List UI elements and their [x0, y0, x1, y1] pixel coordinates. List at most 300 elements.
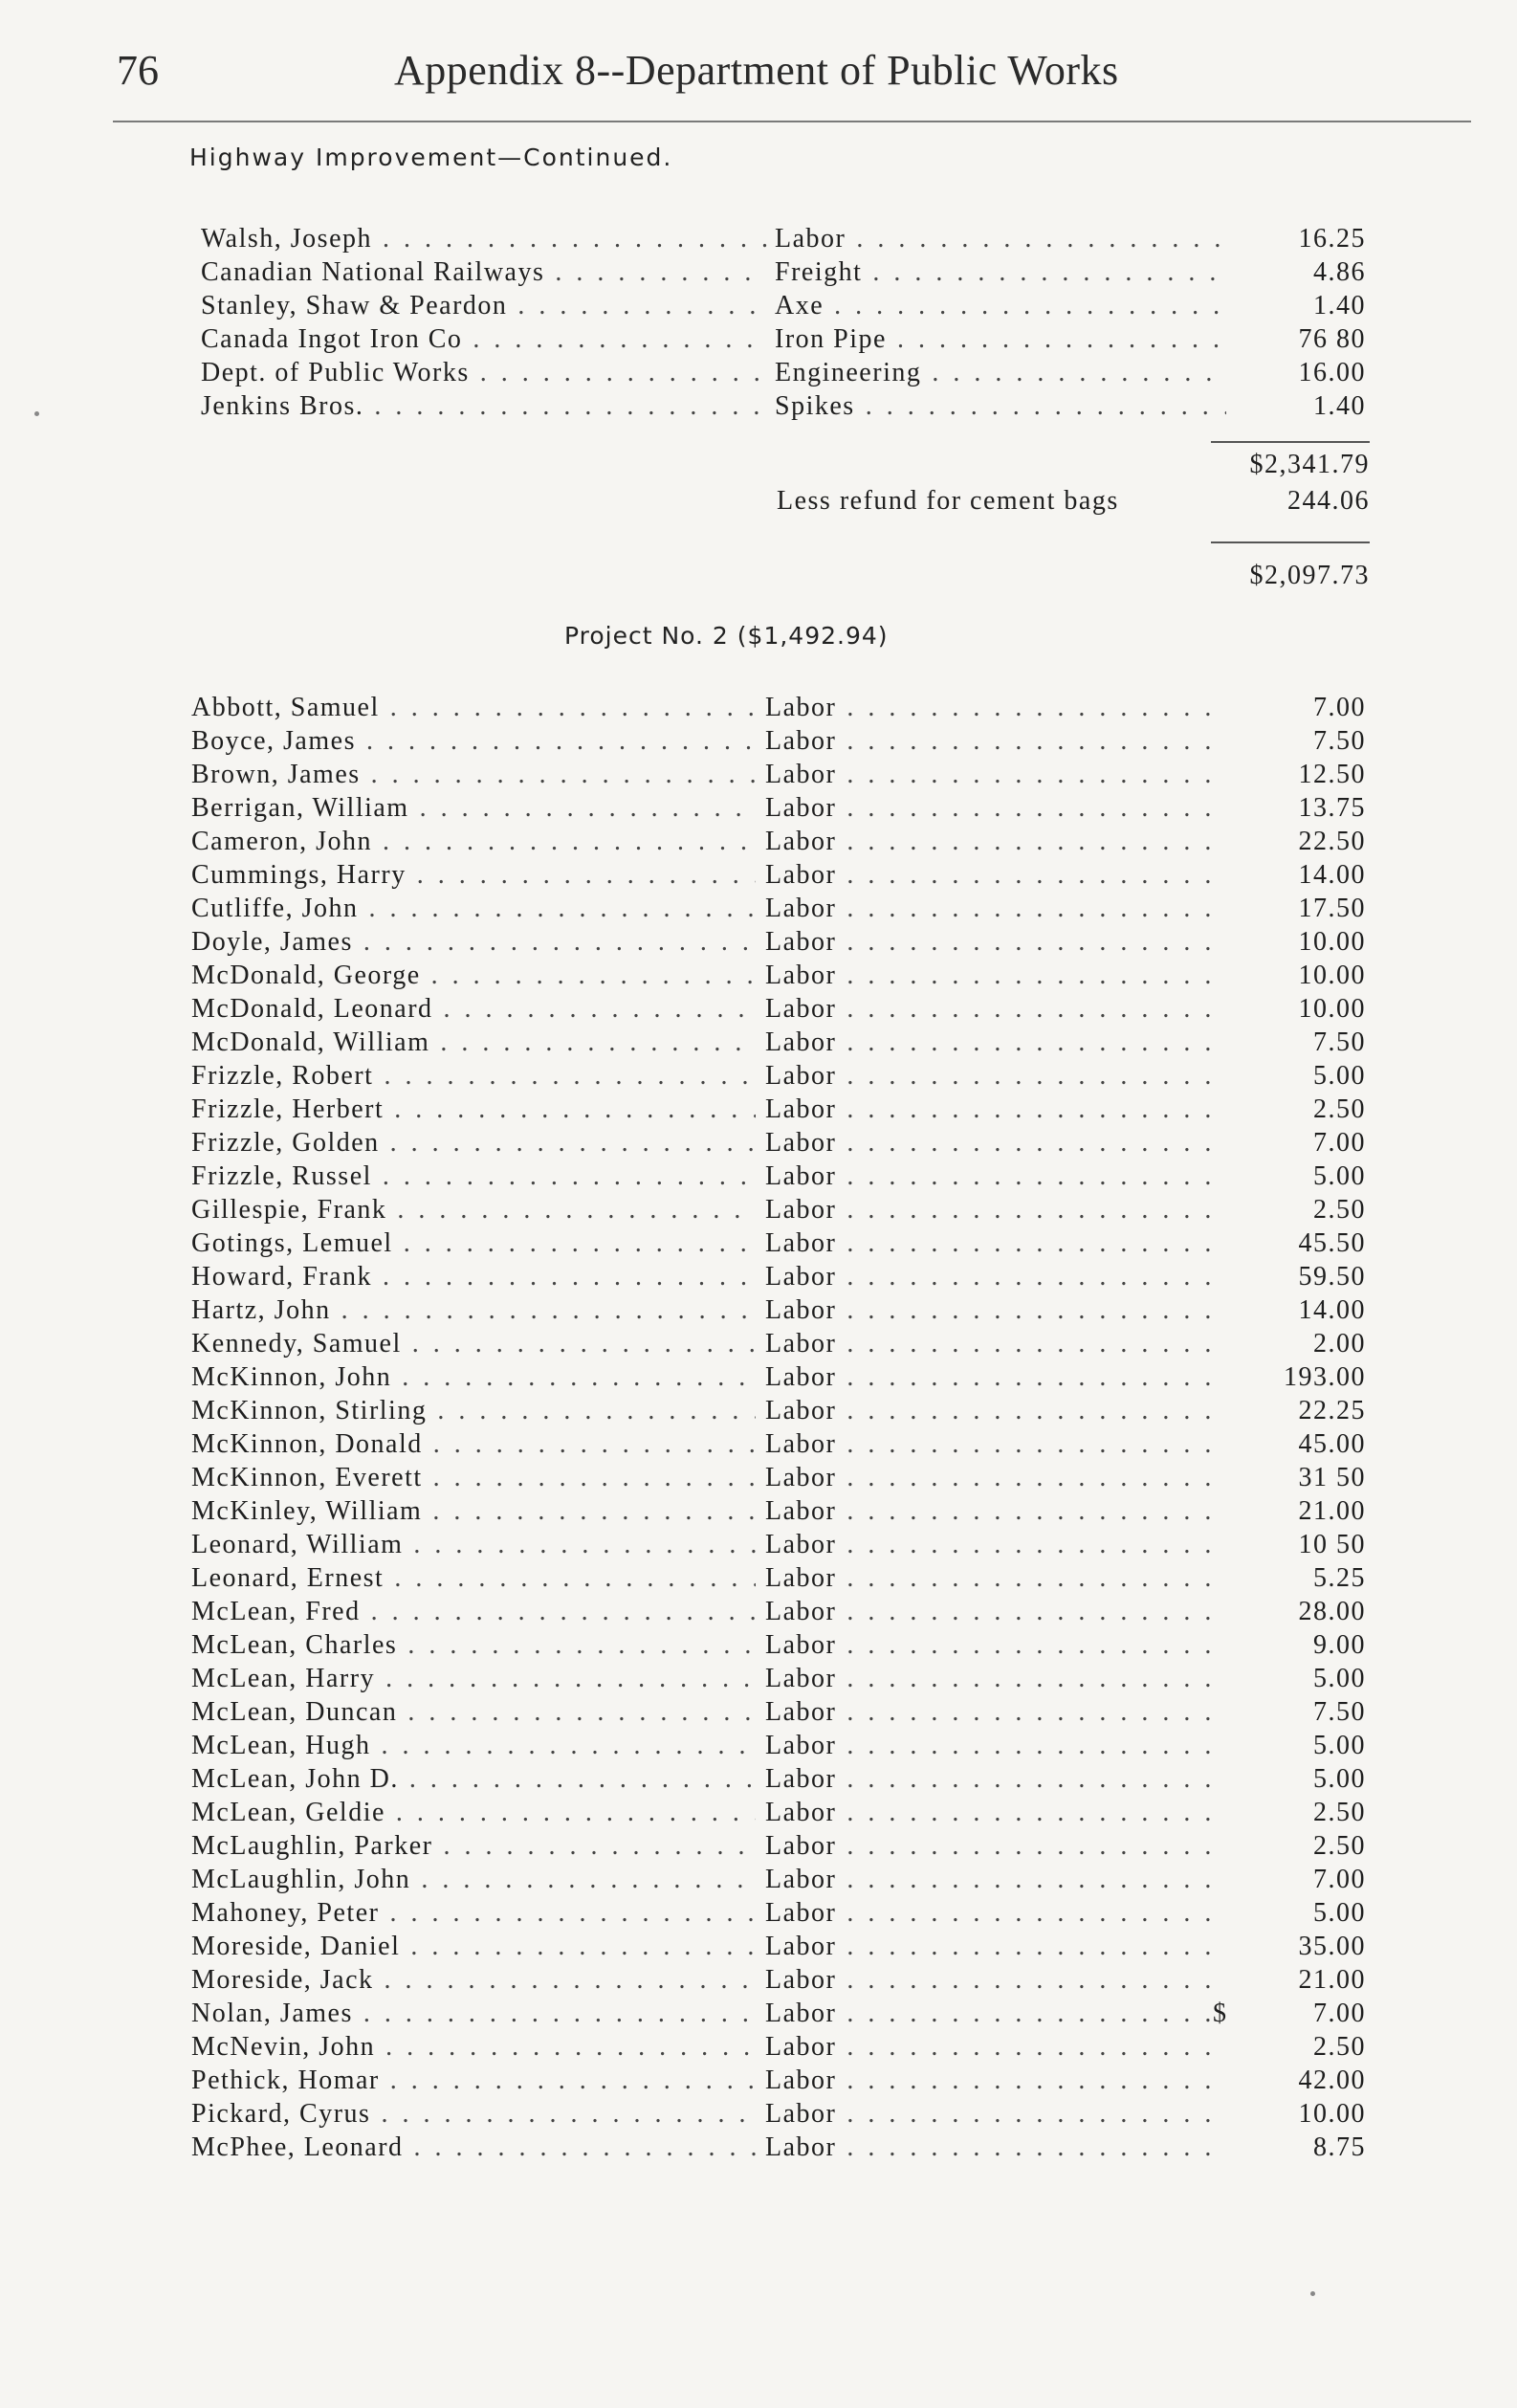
item-cell: [765, 1360, 1215, 1394]
expense-item: Labor: [765, 827, 837, 856]
dot-leader: [836, 1798, 1215, 1827]
payee-name: Cameron, John: [191, 827, 373, 856]
item-cell: [775, 322, 1226, 356]
payee-name: McDonald, George: [191, 961, 421, 990]
payee-cell: [191, 1829, 756, 1863]
amount: 59.50: [1298, 1262, 1366, 1292]
dot-leader: [470, 358, 767, 387]
amount: 5.00: [1313, 1731, 1366, 1760]
expense-item: Labor: [765, 2099, 837, 2129]
ledger-row: [0, 1930, 1517, 1963]
payee-name: Frizzle, Golden: [191, 1128, 380, 1158]
dot-leader: [921, 358, 1226, 387]
amount: 5.00: [1313, 1161, 1366, 1191]
payee-cell: [191, 1293, 756, 1327]
expense-item: Labor: [765, 1530, 837, 1559]
dot-leader: [836, 1865, 1215, 1894]
amount: 17.50: [1298, 894, 1366, 923]
dot-leader: [836, 1027, 1215, 1057]
dot-leader: [373, 1061, 756, 1091]
dot-leader: [380, 1128, 756, 1158]
payee-cell: [191, 1628, 756, 1662]
item-cell: [765, 1494, 1215, 1528]
payee-cell: [191, 1796, 756, 1829]
ledger-row: [0, 356, 1517, 389]
payee-name: McKinnon, John: [191, 1362, 392, 1392]
dot-leader: [423, 1429, 756, 1459]
amount: 45.00: [1298, 1429, 1366, 1459]
dot-leader: [422, 1496, 756, 1526]
payee-name: McLean, Hugh: [191, 1731, 371, 1760]
amount: 1.40: [1313, 291, 1366, 320]
item-cell: [765, 925, 1215, 959]
dot-leader: [433, 994, 756, 1024]
ledger-row: [0, 992, 1517, 1026]
dot-leader: [824, 291, 1226, 320]
payee-name: McKinnon, Everett: [191, 1463, 423, 1492]
amount: 10.00: [1298, 2099, 1366, 2129]
amount: 22.25: [1298, 1396, 1366, 1425]
payee-name: Canadian National Railways: [201, 257, 545, 287]
payee-name: Boyce, James: [191, 726, 356, 756]
payee-name: McKinnon, Stirling: [191, 1396, 428, 1425]
item-cell: [765, 992, 1215, 1026]
item-cell: [765, 691, 1215, 724]
payee-name: McKinley, William: [191, 1496, 423, 1526]
payee-name: Leonard, Ernest: [191, 1563, 385, 1593]
dot-leader: [836, 994, 1215, 1024]
ledger-row: [0, 2030, 1517, 2064]
dot-leader: [403, 1530, 756, 1559]
item-cell: [765, 1059, 1215, 1093]
dot-leader: [361, 760, 756, 789]
expense-item: Labor: [765, 1865, 837, 1894]
amount: 2.50: [1313, 1195, 1366, 1225]
item-cell: [765, 1695, 1215, 1729]
payee-cell: [191, 1896, 756, 1930]
expense-item: Labor: [765, 1161, 837, 1191]
expense-item: Labor: [765, 1262, 837, 1292]
ledger-row: [0, 1427, 1517, 1461]
payee-name: Cutliffe, John: [191, 894, 359, 923]
expense-item: Labor: [765, 1597, 837, 1626]
ledger-row: [0, 691, 1517, 724]
amount: 10.00: [1298, 994, 1366, 1024]
amount: 7.50: [1313, 726, 1366, 756]
item-cell: [765, 1729, 1215, 1762]
total-rule: [1211, 541, 1370, 543]
payee-name: Pethick, Homar: [191, 2066, 380, 2095]
ledger-row: [0, 1059, 1517, 1093]
amount: 7.00: [1313, 1865, 1366, 1894]
amount: 2.50: [1313, 1094, 1366, 1124]
amount: 35.00: [1298, 1932, 1366, 1961]
payee-cell: [201, 255, 767, 289]
item-cell: [765, 2064, 1215, 2097]
payee-name: Stanley, Shaw & Peardon: [201, 291, 508, 320]
payee-name: Hartz, John: [191, 1295, 331, 1325]
dot-leader: [836, 1731, 1215, 1760]
ledger-row: [0, 791, 1517, 825]
expense-item: Freight: [775, 257, 863, 287]
amount: 2.50: [1313, 2032, 1366, 2062]
dot-leader: [427, 1396, 756, 1425]
amount: 12.50: [1298, 760, 1366, 789]
subtotal-value: $2,341.79: [1249, 450, 1370, 479]
dot-leader: [380, 693, 756, 722]
ledger-row: [0, 758, 1517, 791]
payee-cell: [191, 1963, 756, 1997]
expense-item: Labor: [765, 1630, 837, 1660]
payee-cell: [191, 925, 756, 959]
expense-item: Labor: [765, 1764, 837, 1794]
item-cell: [775, 389, 1226, 423]
ledger-row: [0, 2064, 1517, 2097]
dot-leader: [836, 1094, 1215, 1124]
item-cell: [765, 1662, 1215, 1695]
payee-cell: [191, 959, 756, 992]
payee-name: McPhee, Leonard: [191, 2132, 404, 2162]
expense-item: Labor: [765, 1496, 837, 1526]
payee-name: Mahoney, Peter: [191, 1898, 380, 1928]
amount: 7.50: [1313, 1027, 1366, 1057]
dot-leader: [544, 257, 767, 287]
amount: 8.75: [1313, 2132, 1366, 2162]
payee-name: Howard, Frank: [191, 1262, 373, 1292]
payee-name: Cummings, Harry: [191, 860, 407, 890]
payee-cell: [191, 1528, 756, 1561]
dot-leader: [410, 1865, 756, 1894]
dot-leader: [836, 2099, 1215, 2129]
payee-name: Dept. of Public Works: [201, 358, 470, 387]
ledger-row: [0, 322, 1517, 356]
ledger-row: [0, 892, 1517, 925]
dot-leader: [836, 1697, 1215, 1727]
amount: 5.25: [1313, 1563, 1366, 1593]
dot-leader: [836, 1396, 1215, 1425]
expense-item: Axe: [775, 291, 824, 320]
ledger-row: [0, 959, 1517, 992]
payee-cell: [191, 1394, 756, 1427]
ledger-row: [0, 825, 1517, 858]
payee-cell: [191, 2097, 756, 2131]
dot-leader: [836, 894, 1215, 923]
dot-leader: [836, 793, 1215, 823]
dot-leader: [433, 1831, 757, 1861]
dot-leader: [836, 726, 1215, 756]
ledger-row: [0, 1796, 1517, 1829]
ledger-row: [0, 1327, 1517, 1360]
payee-cell: [191, 992, 756, 1026]
payee-name: Brown, James: [191, 760, 361, 789]
dot-leader: [836, 1161, 1215, 1191]
payee-cell: [191, 1360, 756, 1394]
amount: 2.50: [1313, 1798, 1366, 1827]
expense-item: Labor: [765, 1563, 837, 1593]
ledger-row: [0, 389, 1517, 423]
payee-name: McLaughlin, Parker: [191, 1831, 433, 1861]
page-number: 76: [117, 47, 159, 94]
dot-leader: [375, 2032, 756, 2062]
item-cell: [765, 1863, 1215, 1896]
dot-leader: [836, 693, 1215, 722]
payee-name: Canada Ingot Iron Co: [201, 324, 463, 354]
payee-name: Frizzle, Russel: [191, 1161, 372, 1191]
item-cell: [765, 791, 1215, 825]
payee-cell: [191, 1226, 756, 1260]
ledger-row: [0, 1193, 1517, 1226]
payee-cell: [191, 691, 756, 724]
expense-item: Labor: [765, 894, 837, 923]
ledger-row: [0, 1695, 1517, 1729]
expense-item: Labor: [765, 1898, 837, 1928]
dot-leader: [384, 1563, 756, 1593]
payee-name: Moreside, Daniel: [191, 1932, 401, 1961]
payee-cell: [191, 1160, 756, 1193]
expense-item: Labor: [765, 860, 837, 890]
ledger-row: [0, 858, 1517, 892]
expense-item: Labor: [765, 2066, 837, 2095]
item-cell: [765, 1226, 1215, 1260]
dot-leader: [462, 324, 767, 354]
expense-item: Labor: [765, 1831, 837, 1861]
dot-leader: [397, 1630, 756, 1660]
amount: 193.00: [1284, 1362, 1366, 1392]
dot-leader: [836, 827, 1215, 856]
expense-item: Labor: [765, 1731, 837, 1760]
item-cell: [765, 892, 1215, 925]
dot-leader: [855, 391, 1226, 421]
item-cell: [765, 1963, 1215, 1997]
expense-item: Labor: [765, 1329, 837, 1359]
dot-leader: [836, 1764, 1215, 1794]
payee-cell: [191, 1260, 756, 1293]
dot-leader: [353, 1999, 756, 2028]
dot-leader: [379, 1898, 756, 1928]
ledger-row: [0, 1762, 1517, 1796]
dot-leader: [836, 1965, 1215, 1995]
item-cell: [765, 724, 1215, 758]
item-cell: [765, 1461, 1215, 1494]
dot-leader: [397, 1697, 756, 1727]
expense-item: Labor: [765, 1798, 837, 1827]
amount: 45.50: [1298, 1228, 1366, 1258]
expense-item: Labor: [765, 793, 837, 823]
item-cell: [765, 2030, 1215, 2064]
amount: 14.00: [1298, 1295, 1366, 1325]
payee-cell: [191, 1327, 756, 1360]
expense-item: Labor: [775, 224, 846, 254]
amount: 28.00: [1298, 1597, 1366, 1626]
header-rule: [113, 121, 1471, 122]
ledger-row: [0, 1126, 1517, 1160]
total-value: $2,097.73: [1249, 561, 1370, 590]
payee-cell: [191, 1729, 756, 1762]
dot-leader: [836, 1630, 1215, 1660]
expense-item: Iron Pipe: [775, 324, 887, 354]
amount: 5.00: [1313, 1061, 1366, 1091]
amount: 2.00: [1313, 1329, 1366, 1359]
amount: 4.86: [1313, 257, 1366, 287]
payee-cell: [191, 2064, 756, 2097]
item-cell: [765, 858, 1215, 892]
amount: 10.00: [1298, 961, 1366, 990]
amount: 14.00: [1298, 860, 1366, 890]
payee-cell: [191, 1561, 756, 1595]
payee-cell: [191, 1762, 756, 1796]
payee-cell: [191, 1662, 756, 1695]
ledger-row: [0, 1461, 1517, 1494]
expense-item: Labor: [765, 1965, 837, 1995]
dot-leader: [361, 1597, 756, 1626]
dot-leader: [836, 1463, 1215, 1492]
payee-cell: [191, 1059, 756, 1093]
payee-name: McLean, John D.: [191, 1764, 399, 1794]
item-cell: [765, 1796, 1215, 1829]
payee-name: McLaughlin, John: [191, 1865, 411, 1894]
payee-cell: [201, 389, 767, 423]
ledger-row: [0, 1997, 1517, 2030]
payee-name: Abbott, Samuel: [191, 693, 380, 722]
ledger-row: [0, 1494, 1517, 1528]
dot-leader: [836, 760, 1215, 789]
ledger-row: [0, 1026, 1517, 1059]
ledger-row: [0, 1293, 1517, 1327]
dot-leader: [836, 961, 1215, 990]
dot-leader: [363, 391, 767, 421]
payee-name: Frizzle, Robert: [191, 1061, 374, 1091]
amount: 16.00: [1298, 358, 1366, 387]
dot-leader: [385, 1798, 756, 1827]
item-cell: [765, 1093, 1215, 1126]
item-cell: [765, 2131, 1215, 2164]
payee-cell: [191, 1930, 756, 1963]
dot-leader: [400, 1932, 756, 1961]
payee-cell: [201, 289, 767, 322]
amount: 7.00: [1313, 1128, 1366, 1158]
dot-leader: [391, 1362, 756, 1392]
dot-leader: [862, 257, 1226, 287]
amount: 7.00: [1313, 693, 1366, 722]
item-cell: [765, 1762, 1215, 1796]
expense-item: Labor: [765, 1664, 837, 1693]
expense-item: Engineering: [775, 358, 922, 387]
dot-leader: [375, 1664, 756, 1693]
expense-item: Labor: [765, 961, 837, 990]
dot-leader: [407, 860, 756, 890]
payee-name: McLean, Charles: [191, 1630, 398, 1660]
expense-item: Labor: [765, 1932, 837, 1961]
item-cell: [765, 1528, 1215, 1561]
dot-leader: [836, 927, 1215, 957]
payee-name: McDonald, William: [191, 1027, 430, 1057]
currency-sign: $: [1213, 1999, 1228, 2028]
dot-leader: [836, 1597, 1215, 1626]
payee-name: Frizzle, Herbert: [191, 1094, 385, 1124]
amount: 31 50: [1298, 1463, 1366, 1492]
dot-leader: [380, 2066, 756, 2095]
item-cell: [765, 1595, 1215, 1628]
payee-cell: [191, 1695, 756, 1729]
expense-item: Spikes: [775, 391, 855, 421]
payee-name: Gillespie, Frank: [191, 1195, 387, 1225]
payee-cell: [191, 1595, 756, 1628]
payee-name: Doyle, James: [191, 927, 353, 957]
dot-leader: [836, 1228, 1215, 1258]
dot-leader: [393, 1228, 756, 1258]
dot-leader: [421, 961, 756, 990]
dot-leader: [836, 860, 1215, 890]
dot-leader: [353, 927, 756, 957]
item-cell: [765, 2097, 1215, 2131]
ledger-row: [0, 1963, 1517, 1997]
dot-leader: [358, 894, 756, 923]
payee-cell: [191, 1997, 756, 2030]
dot-leader: [836, 2066, 1215, 2095]
item-cell: [765, 1126, 1215, 1160]
expense-item: Labor: [765, 2032, 837, 2062]
payee-name: Kennedy, Samuel: [191, 1329, 402, 1359]
ledger-row: [0, 1561, 1517, 1595]
running-title: Appendix 8--Department of Public Works: [394, 47, 1119, 94]
expense-item: Labor: [765, 1061, 837, 1091]
payee-name: Walsh, Joseph: [201, 224, 373, 254]
dot-leader: [384, 1094, 756, 1124]
item-cell: [765, 1427, 1215, 1461]
dot-leader: [836, 1932, 1215, 1961]
ledger-row: [0, 1360, 1517, 1394]
expense-item: Labor: [765, 1027, 837, 1057]
ledger-row: [0, 1863, 1517, 1896]
item-cell: [765, 1997, 1215, 2030]
dot-leader: [836, 1195, 1215, 1225]
amount: 5.00: [1313, 1898, 1366, 1928]
dot-leader: [836, 1061, 1215, 1091]
dot-leader: [429, 1027, 756, 1057]
payee-cell: [191, 1026, 756, 1059]
expense-item: Labor: [765, 2132, 837, 2162]
dot-leader: [836, 1262, 1215, 1292]
dot-leader: [836, 1429, 1215, 1459]
dot-leader: [331, 1295, 756, 1325]
dot-leader: [836, 1898, 1215, 1928]
item-cell: [775, 222, 1226, 255]
payee-name: Leonard, William: [191, 1530, 404, 1559]
expense-item: Labor: [765, 760, 837, 789]
amount: 10.00: [1298, 927, 1366, 957]
payee-name: Jenkins Bros.: [201, 391, 364, 421]
amount: 7.00: [1313, 1999, 1366, 2028]
ledger-row: [0, 1160, 1517, 1193]
amount: 76 80: [1298, 324, 1366, 354]
payee-cell: [191, 2131, 756, 2164]
item-cell: [765, 1193, 1215, 1226]
amount: 10 50: [1298, 1530, 1366, 1559]
dot-leader: [374, 1965, 756, 1995]
dot-leader: [399, 1764, 756, 1794]
item-cell: [765, 1628, 1215, 1662]
dot-leader: [372, 1161, 756, 1191]
expense-item: Labor: [765, 1128, 837, 1158]
expense-item: Labor: [765, 726, 837, 756]
dot-leader: [372, 827, 756, 856]
ledger-row: [0, 1729, 1517, 1762]
dot-leader: [372, 224, 767, 254]
item-cell: [765, 758, 1215, 791]
expense-item: Labor: [765, 927, 837, 957]
amount: 16.25: [1298, 224, 1366, 254]
payee-name: McLean, Harry: [191, 1664, 376, 1693]
